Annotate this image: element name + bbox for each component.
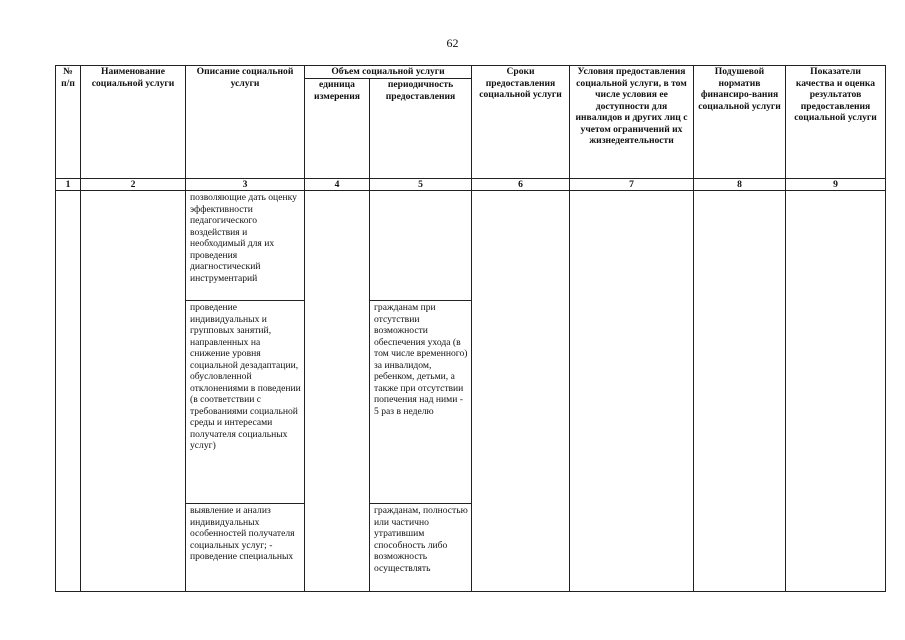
periodicity-cell <box>370 191 472 301</box>
header-norm: Подушевой норматив финансиро-вания социальной услуги <box>694 66 786 179</box>
description-text: проведение индивидуальных и групповых занятий, направленных на снижение уровня социальной дезадаптации, обусловленной отклонениями в поведении (в соответствии с требованиями социальной среды и интересами получателя социальных услуг) <box>190 302 301 451</box>
periodicity-text: гражданам при отсутствии возможности обеспечения ухода (в том числе временного) за инвалидом, ребенком, детьми, а также при отсутствии попечения над ними - 5 раз в неделю <box>374 302 468 417</box>
column-number: 9 <box>786 179 886 191</box>
column-number: 8 <box>694 179 786 191</box>
column-number: 4 <box>305 179 370 191</box>
header-description: Описание социальной услуги <box>186 66 305 179</box>
name-cell <box>81 191 186 592</box>
header-terms: Сроки предоставления социальной услуги <box>472 66 570 179</box>
quality-cell <box>786 191 886 592</box>
header-num: № п/п <box>56 66 81 179</box>
conditions-cell <box>570 191 694 592</box>
page-number: 62 <box>446 36 459 50</box>
description-cell <box>186 504 305 592</box>
column-number: 3 <box>186 179 305 191</box>
header-unit: единица измерения <box>305 79 370 179</box>
num-cell <box>56 191 81 592</box>
norm-cell <box>694 191 786 592</box>
description-cell <box>186 191 305 301</box>
description-cell <box>186 301 305 504</box>
header-name: Наименование социальной услуги <box>81 66 186 179</box>
description-text: выявление и анализ индивидуальных особенностей получателя социальных услуг; - проведение специальных <box>190 505 295 562</box>
periodicity-cell <box>370 301 472 504</box>
column-number: 5 <box>370 179 472 191</box>
unit-cell <box>305 191 370 592</box>
header-volume: Объем социальной услуги <box>305 66 472 79</box>
social-services-table <box>55 65 886 592</box>
terms-cell <box>472 191 570 592</box>
description-text: позволяющие дать оценку эффективности педагогического воздействия и необходимый для их проведения диагностический инструментарий <box>190 192 297 284</box>
header-quality: Показатели качества и оценка результатов предоставления социальной услуги <box>786 66 886 179</box>
table-row <box>56 191 886 301</box>
column-number: 1 <box>56 179 81 191</box>
column-number: 7 <box>570 179 694 191</box>
header-conditions: Условия предоставления социальной услуги, в том числе условия ее доступности для инвалидов и других лиц с учетом ограничений их жизнедеятельности <box>570 66 694 179</box>
column-number: 2 <box>81 179 186 191</box>
periodicity-cell <box>370 504 472 592</box>
header-periodicity: периодичность предоставления <box>370 79 472 179</box>
column-number: 6 <box>472 179 570 191</box>
periodicity-text: гражданам, полностью или частично утратившим способность либо возможность осуществлять <box>374 505 468 574</box>
